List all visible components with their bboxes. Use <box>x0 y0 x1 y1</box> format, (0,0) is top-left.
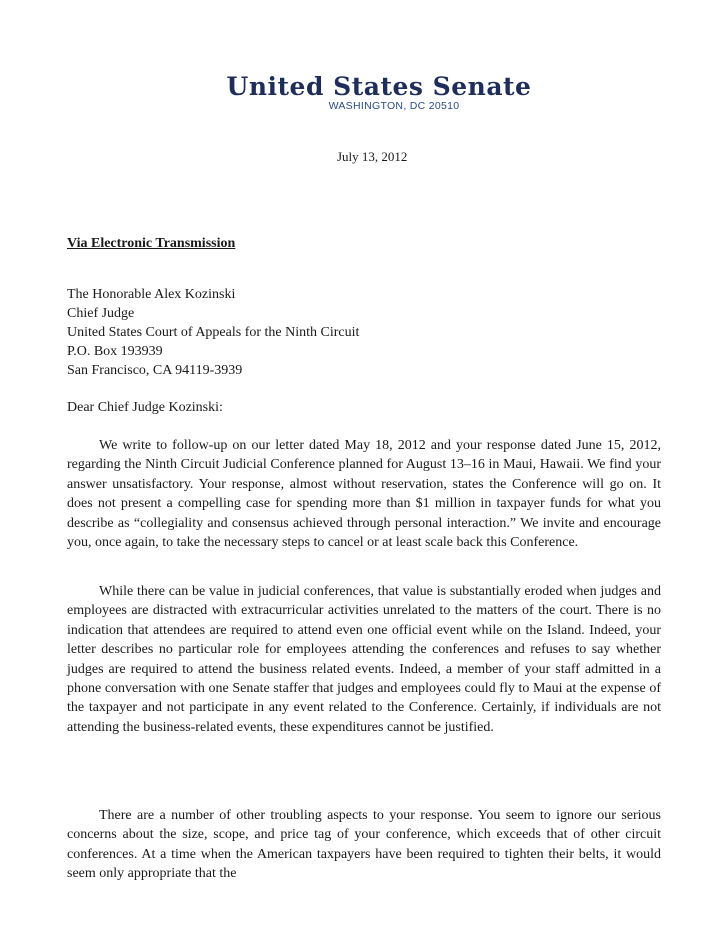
letter-date: July 13, 2012 <box>337 149 408 164</box>
recipient-court: United States Court of Appeals for the Ninth Circuit <box>67 325 360 340</box>
recipient-address <box>67 285 359 380</box>
body-paragraph-2: While there can be value in judicial conferences, that value is substantially eroded when judges and employees are distracted with extracurricular activities unrelated to the matters of the court. There is no indication that attendees are required to attend even one official event while on the Island. Indeed, your letter describes no particular role for employees attending the conferences and refuses to say whether judges are required to attend the business related events. Indeed, a member of your staff admitted in a phone conversation with one Senate staffer that judges and employees could fly to Maui at the expense of the taxpayer and not participate in any event related to the Conference. Certainly, if individuals are not attending the business-related events, these expenditures cannot be justified. <box>67 584 661 735</box>
salutation: Dear Chief Judge Kozinski: <box>67 400 223 415</box>
body-paragraph-1: We write to follow-up on our letter dated May 18, 2012 and your response dated June 15, 2012, regarding the Ninth Circuit Judicial Conference planned for August 13–16 in Maui, Hawaii. We find your answer unsatisfactory. Your response, almost without reservation, states the Conference will go on. It does not present a compelling case for spending more than $1 million in taxpayer funds for what you describe as “collegiality and consensus achieved through personal interaction.” We invite and encourage you, once again, to take the necessary steps to cancel or at least scale back this Conference. <box>67 438 661 551</box>
delivery-method: Via Electronic Transmission <box>67 236 236 251</box>
body-paragraph-3: There are a number of other troubling aspects to your response. You seem to ignore our serious concerns about the size, scope, and price tag of your conference, which exceeds that of other circuit conferences. At a time when the American taxpayers have been required to tighten their belts, it would seem only appropriate that the <box>67 808 661 882</box>
letterhead-address: WASHINGTON, DC 20510 <box>328 100 460 112</box>
recipient-po-box: P.O. Box 193939 <box>67 344 163 359</box>
recipient-name: The Honorable Alex Kozinski <box>67 287 236 302</box>
recipient-title: Chief Judge <box>67 306 135 321</box>
recipient-city: San Francisco, CA 94119-3939 <box>67 363 243 378</box>
letterhead <box>0 72 728 112</box>
letterhead-title: United States Senate <box>226 72 532 101</box>
